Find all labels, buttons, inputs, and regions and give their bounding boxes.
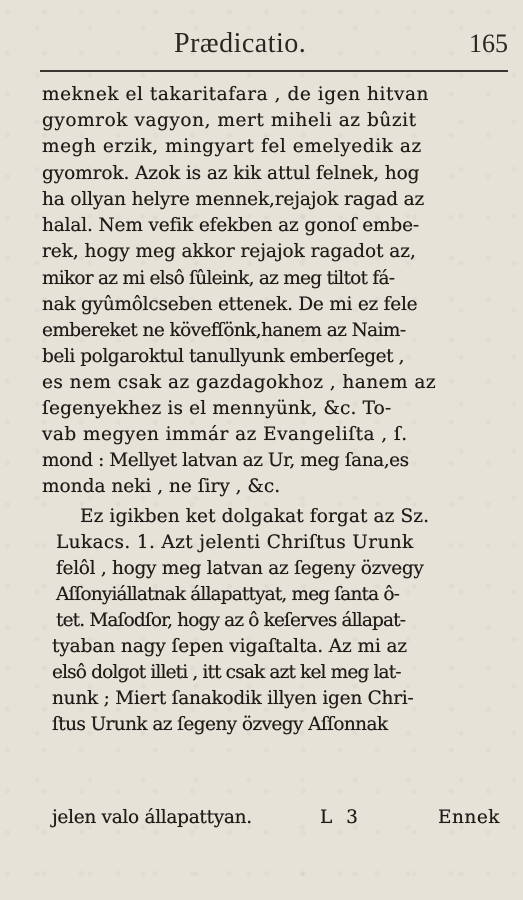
text-line: monda neki , ne ſiry , &c. [42, 476, 281, 497]
text-line: vab megyen immár az Evangeliſta , ſ. [42, 424, 408, 445]
text-line: nunk ; Miert ſanakodik illyen igen Chri- [52, 688, 414, 709]
text-line: ha ollyan helyre mennek,rejajok ragad az [42, 189, 425, 210]
text-line: mikor az mi elsô ſûleink, az meg tiltot fá- [42, 268, 395, 289]
text-line: mond : Mellyet latvan az Ur, meg ſana,es [42, 450, 409, 471]
signature-mark: L 3 [320, 807, 362, 828]
text-line: elsô dolgot illeti , itt csak azt kel meg lat- [52, 662, 401, 683]
catchword: Ennek [438, 807, 500, 828]
text-line: ſtus Urunk az ſegeny özvegy Aſſonnak [52, 714, 388, 735]
text-line: rek, hogy meg akkor rejajok ragadot az, [42, 241, 416, 262]
text-line: felôl , hogy meg latvan az ſegeny özvegy [56, 558, 424, 579]
header-rule [40, 70, 508, 72]
page-number: 165 [469, 29, 508, 58]
text-line: beli polgaroktul tanullyunk emberſeget , [42, 346, 405, 367]
text-line: gyomrok. Azok is az kik attul felnek, hog [42, 163, 420, 184]
text-line: tet. Maſodſor, hogy az ô keſerves állapat- [56, 610, 406, 631]
text-line: halal. Nem vefik efekben az gonoſ embe- [42, 215, 420, 236]
closing-text: jelen valo állapattyan. [52, 807, 252, 828]
text-line: tyaban nagy ſepen vigaſtalta. Az mi az [52, 636, 408, 657]
text-line: megh erzik, mingyart fel emelyedik az [42, 136, 422, 157]
text-line: nak gyûmôlcseben ettenek. De mi ez fele [42, 294, 418, 315]
text-line: Ez igikben ket dolgakat forgat az Sz. [80, 506, 430, 527]
running-head: Prædicatio. [174, 28, 307, 59]
text-line: Lukacs. 1. Azt jelenti Chriſtus Urunk [56, 532, 414, 553]
page-header [42, 26, 508, 62]
catchword-line [40, 805, 510, 835]
text-line: gyomrok vagyon, mert miheli az bûzit [42, 110, 417, 131]
text-line: embereket ne kövefſönk,hanem az Naim- [42, 320, 406, 341]
text-line: Aſſonyiállatnak állapattyat, meg ſanta ô- [56, 584, 400, 605]
text-line: ſegenyekhez is el mennyünk, &c. To- [42, 398, 392, 419]
text-line: meknek el takaritafara , de igen hitvan [42, 84, 430, 105]
text-line: es nem csak az gazdagokhoz , hanem az [42, 372, 437, 393]
